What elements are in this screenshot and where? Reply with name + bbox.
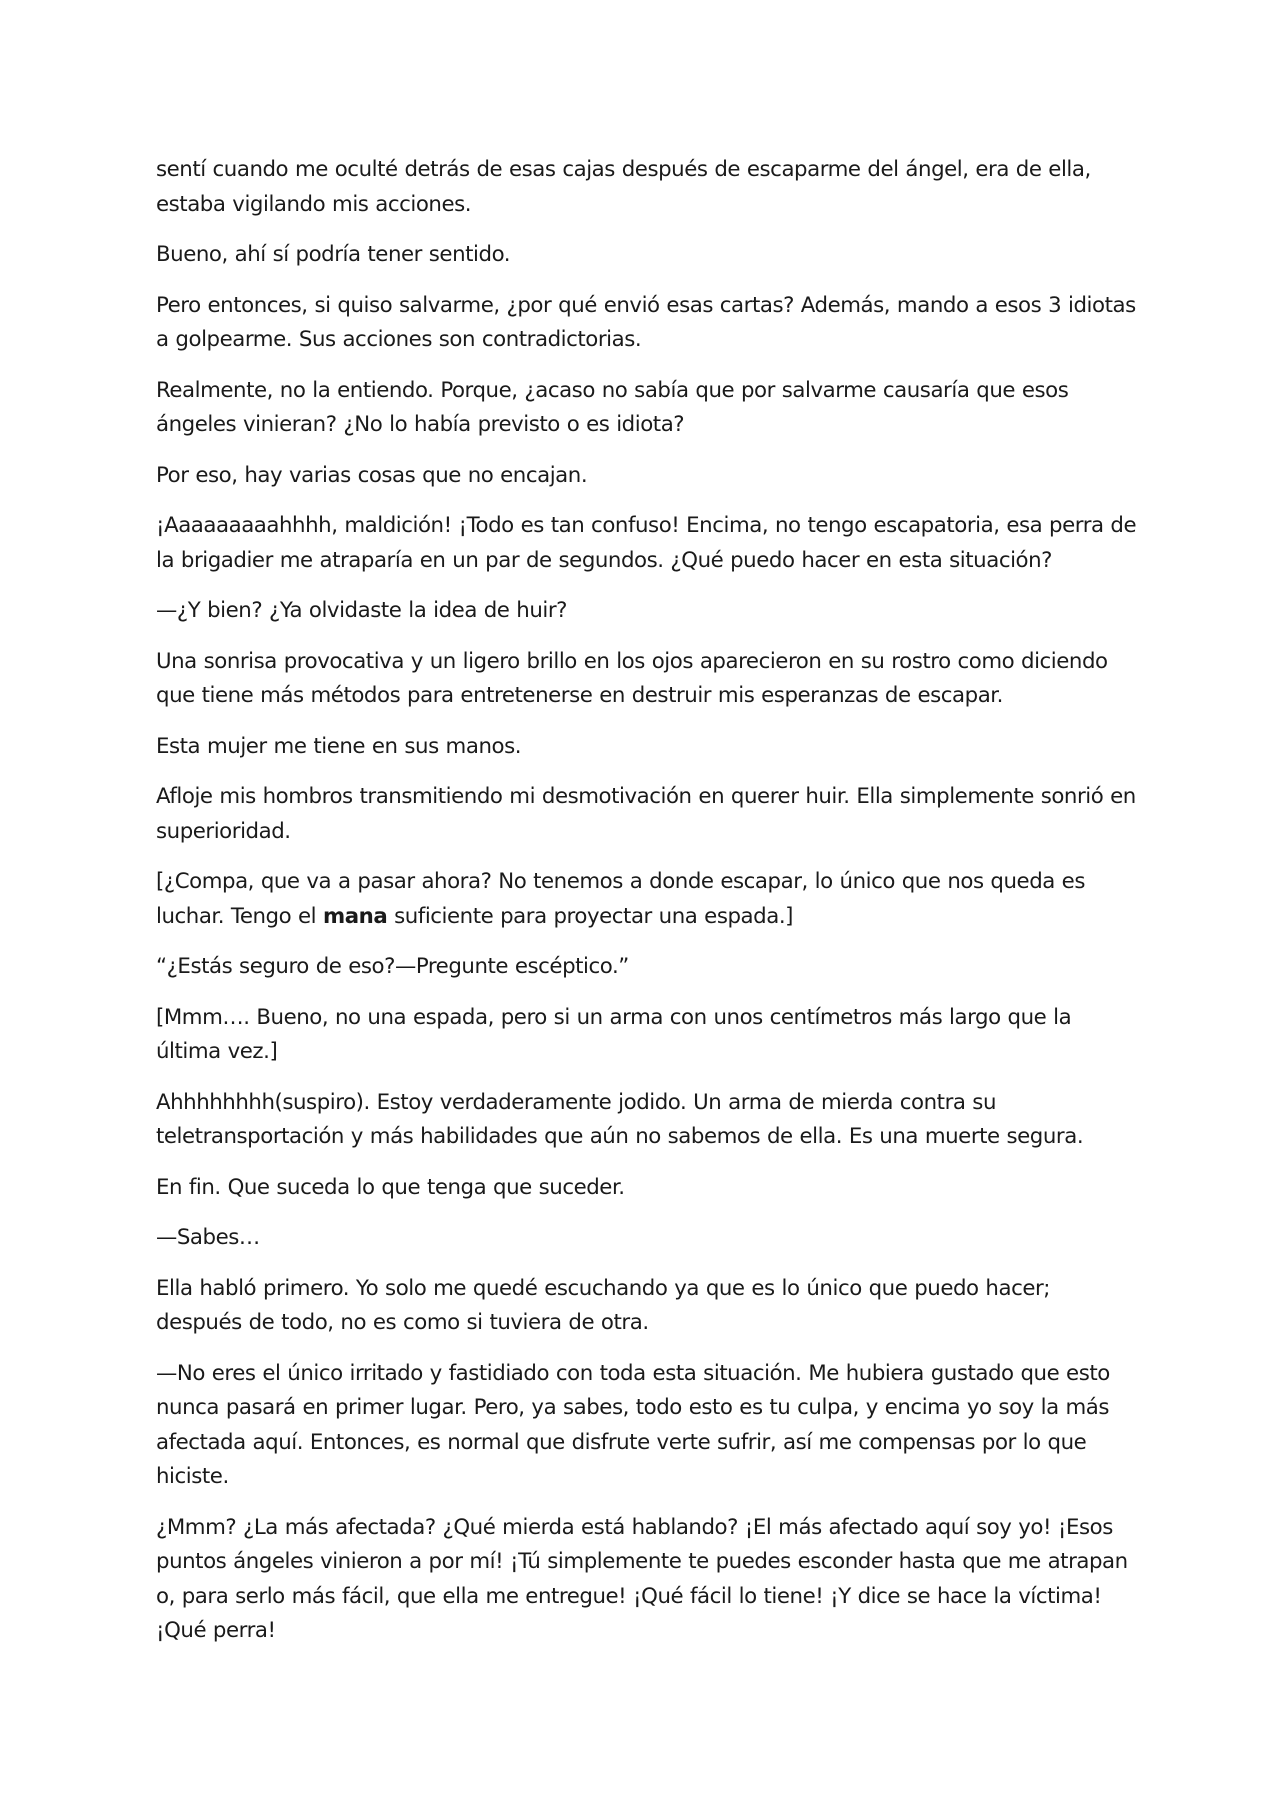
paragraph: Realmente, no la entiendo. Porque, ¿acaso no sabía que por salvarme causaría que esos ángeles vinieran? ¿No lo había previsto o es idiota? xyxy=(156,377,1069,437)
paragraph: Ella habló primero. Yo solo me quedé escuchando ya que es lo único que puedo hacer; después de todo, no es como si tuviera de otra. xyxy=(156,1275,1051,1335)
bracket-dialogue-paragraph: [Mmm…. Bueno, no una espada, pero si un arma con unos centímetros más largo que la última vez.] xyxy=(156,1004,1072,1064)
paragraph: ¡Aaaaaaaaahhhh, maldición! ¡Todo es tan confuso! Encima, no tengo escapatoria, esa perra de la brigadier me atraparía en un par de segundos. ¿Qué puedo hacer en esta situación? xyxy=(156,513,1137,573)
paragraph: ¿Mmm? ¿La más afectada? ¿Qué mierda está hablando? ¡El más afectado aquí soy yo! ¡Esos puntos ángeles vinieron a por mí! ¡Tú simplemente te puedes esconder hasta que me atrapan o, para serlo más fácil, que ella me entregue! ¡Qué fácil lo tiene! ¡Y dice se hace la víctima! ¡Qué perra! xyxy=(156,1514,1128,1643)
paragraph: Ahhhhhhhh(suspiro). Estoy verdaderamente jodido. Un arma de mierda contra su teletransportación y más habilidades que aún no sabemos de ella. Es una muerte segura. xyxy=(156,1089,1084,1149)
paragraph-text-before: [¿Compa, que va a pasar ahora? No tenemos a donde escapar, lo único que nos queda es luchar. Tengo el xyxy=(156,869,1085,929)
paragraph-text-after: suficiente para proyectar una espada.] xyxy=(387,903,793,929)
paragraph: Esta mujer me tiene en sus manos. xyxy=(156,733,522,759)
bracket-dialogue-paragraph xyxy=(156,865,1138,934)
paragraph: Por eso, hay varias cosas que no encajan. xyxy=(156,462,588,488)
paragraph: sentí cuando me oculté detrás de esas cajas después de escaparme del ángel, era de ella, estaba vigilando mis acciones. xyxy=(156,157,1091,217)
paragraph: Una sonrisa provocativa y un ligero brillo en los ojos aparecieron en su rostro como diciendo que tiene más métodos para entretenerse en destruir mis esperanzas de escapar. xyxy=(156,648,1108,708)
dialogue-paragraph: —Sabes… xyxy=(156,1225,260,1250)
paragraph: En fin. Que suceda lo que tenga que suceder. xyxy=(156,1174,625,1200)
document-body xyxy=(156,153,1138,1665)
bold-term-mana: mana xyxy=(322,903,388,929)
paragraph: Afloje mis hombros transmitiendo mi desmotivación en querer huir. Ella simplemente sonrió en superioridad. xyxy=(156,784,1136,844)
dialogue-paragraph: —¿Y bien? ¿Ya olvidaste la idea de huir? xyxy=(156,598,568,623)
quoted-thought-paragraph: “¿Estás seguro de eso?—Pregunte escéptico.” xyxy=(156,954,629,979)
dialogue-paragraph: —No eres el único irritado y fastidiado con toda esta situación. Me hubiera gustado que esto nunca pasará en primer lugar. Pero, ya sabes, todo esto es tu culpa, y encima yo soy la más afectada aquí. Entonces, es normal que disfrute verte sufrir, así me compensas por lo que hiciste. xyxy=(156,1360,1110,1489)
paragraph: Bueno, ahí sí podría tener sentido. xyxy=(156,242,511,267)
paragraph: Pero entonces, si quiso salvarme, ¿por qué envió esas cartas? Además, mando a esos 3 idiotas a golpearme. Sus acciones son contradictorias. xyxy=(156,292,1136,352)
